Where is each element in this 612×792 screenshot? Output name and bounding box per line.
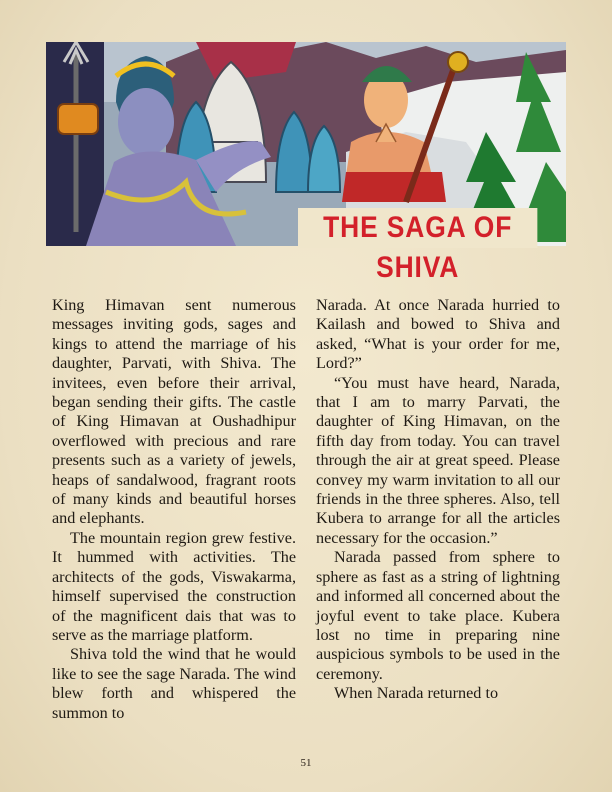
paragraph: Shiva told the wind that he would like to see the sage Narada. The wind blew forth and whispered the summon to: [52, 645, 296, 722]
page-title: THE SAGA OF SHIVA: [298, 208, 537, 248]
page-number: 51: [300, 757, 312, 769]
paragraph: The mountain region grew festive. It hummed with activities. The architects of the gods, Viswakarma, himself supervised the construction of the magnificent dais that was to serve as the marriage platform.: [52, 528, 296, 644]
paragraph: Narada. At once Narada hurried to Kailash and bowed to Shiva and asked, “What is your order for me, Lord?”: [316, 296, 560, 373]
paragraph: “You must have heard, Narada, that I am to marry Parvati, the daughter of King Himavan, on the fifth day from today. You can travel through the air at great speed. Please convey my warm invitation to all our friends in the three spheres. Also, tell Kubera to arrange for all the articles necessary for the occasion.”: [316, 373, 560, 547]
story-column-left: [52, 296, 296, 723]
story-column-right: [316, 296, 560, 704]
paragraph: King Himavan sent numerous messages inviting gods, sages and kings to attend the marriage of his daughter, Parvati, with Shiva. The invitees, even before their arrival, began sending their gifts. The castle of King Himavan at Oushadhipur overflowed with precious and rare presents such as a variety of jewels, heaps of sandalwood, fragrant roots of many kinds and beautiful horses and elephants.: [52, 296, 296, 528]
paragraph: Narada passed from sphere to sphere as fast as a string of lightning and informed all concerned about the joyful event to take place. Kubera lost no time in preparing nine auspicious symbols to be used in the ceremony.: [316, 548, 560, 683]
paragraph: When Narada returned to: [334, 684, 499, 703]
